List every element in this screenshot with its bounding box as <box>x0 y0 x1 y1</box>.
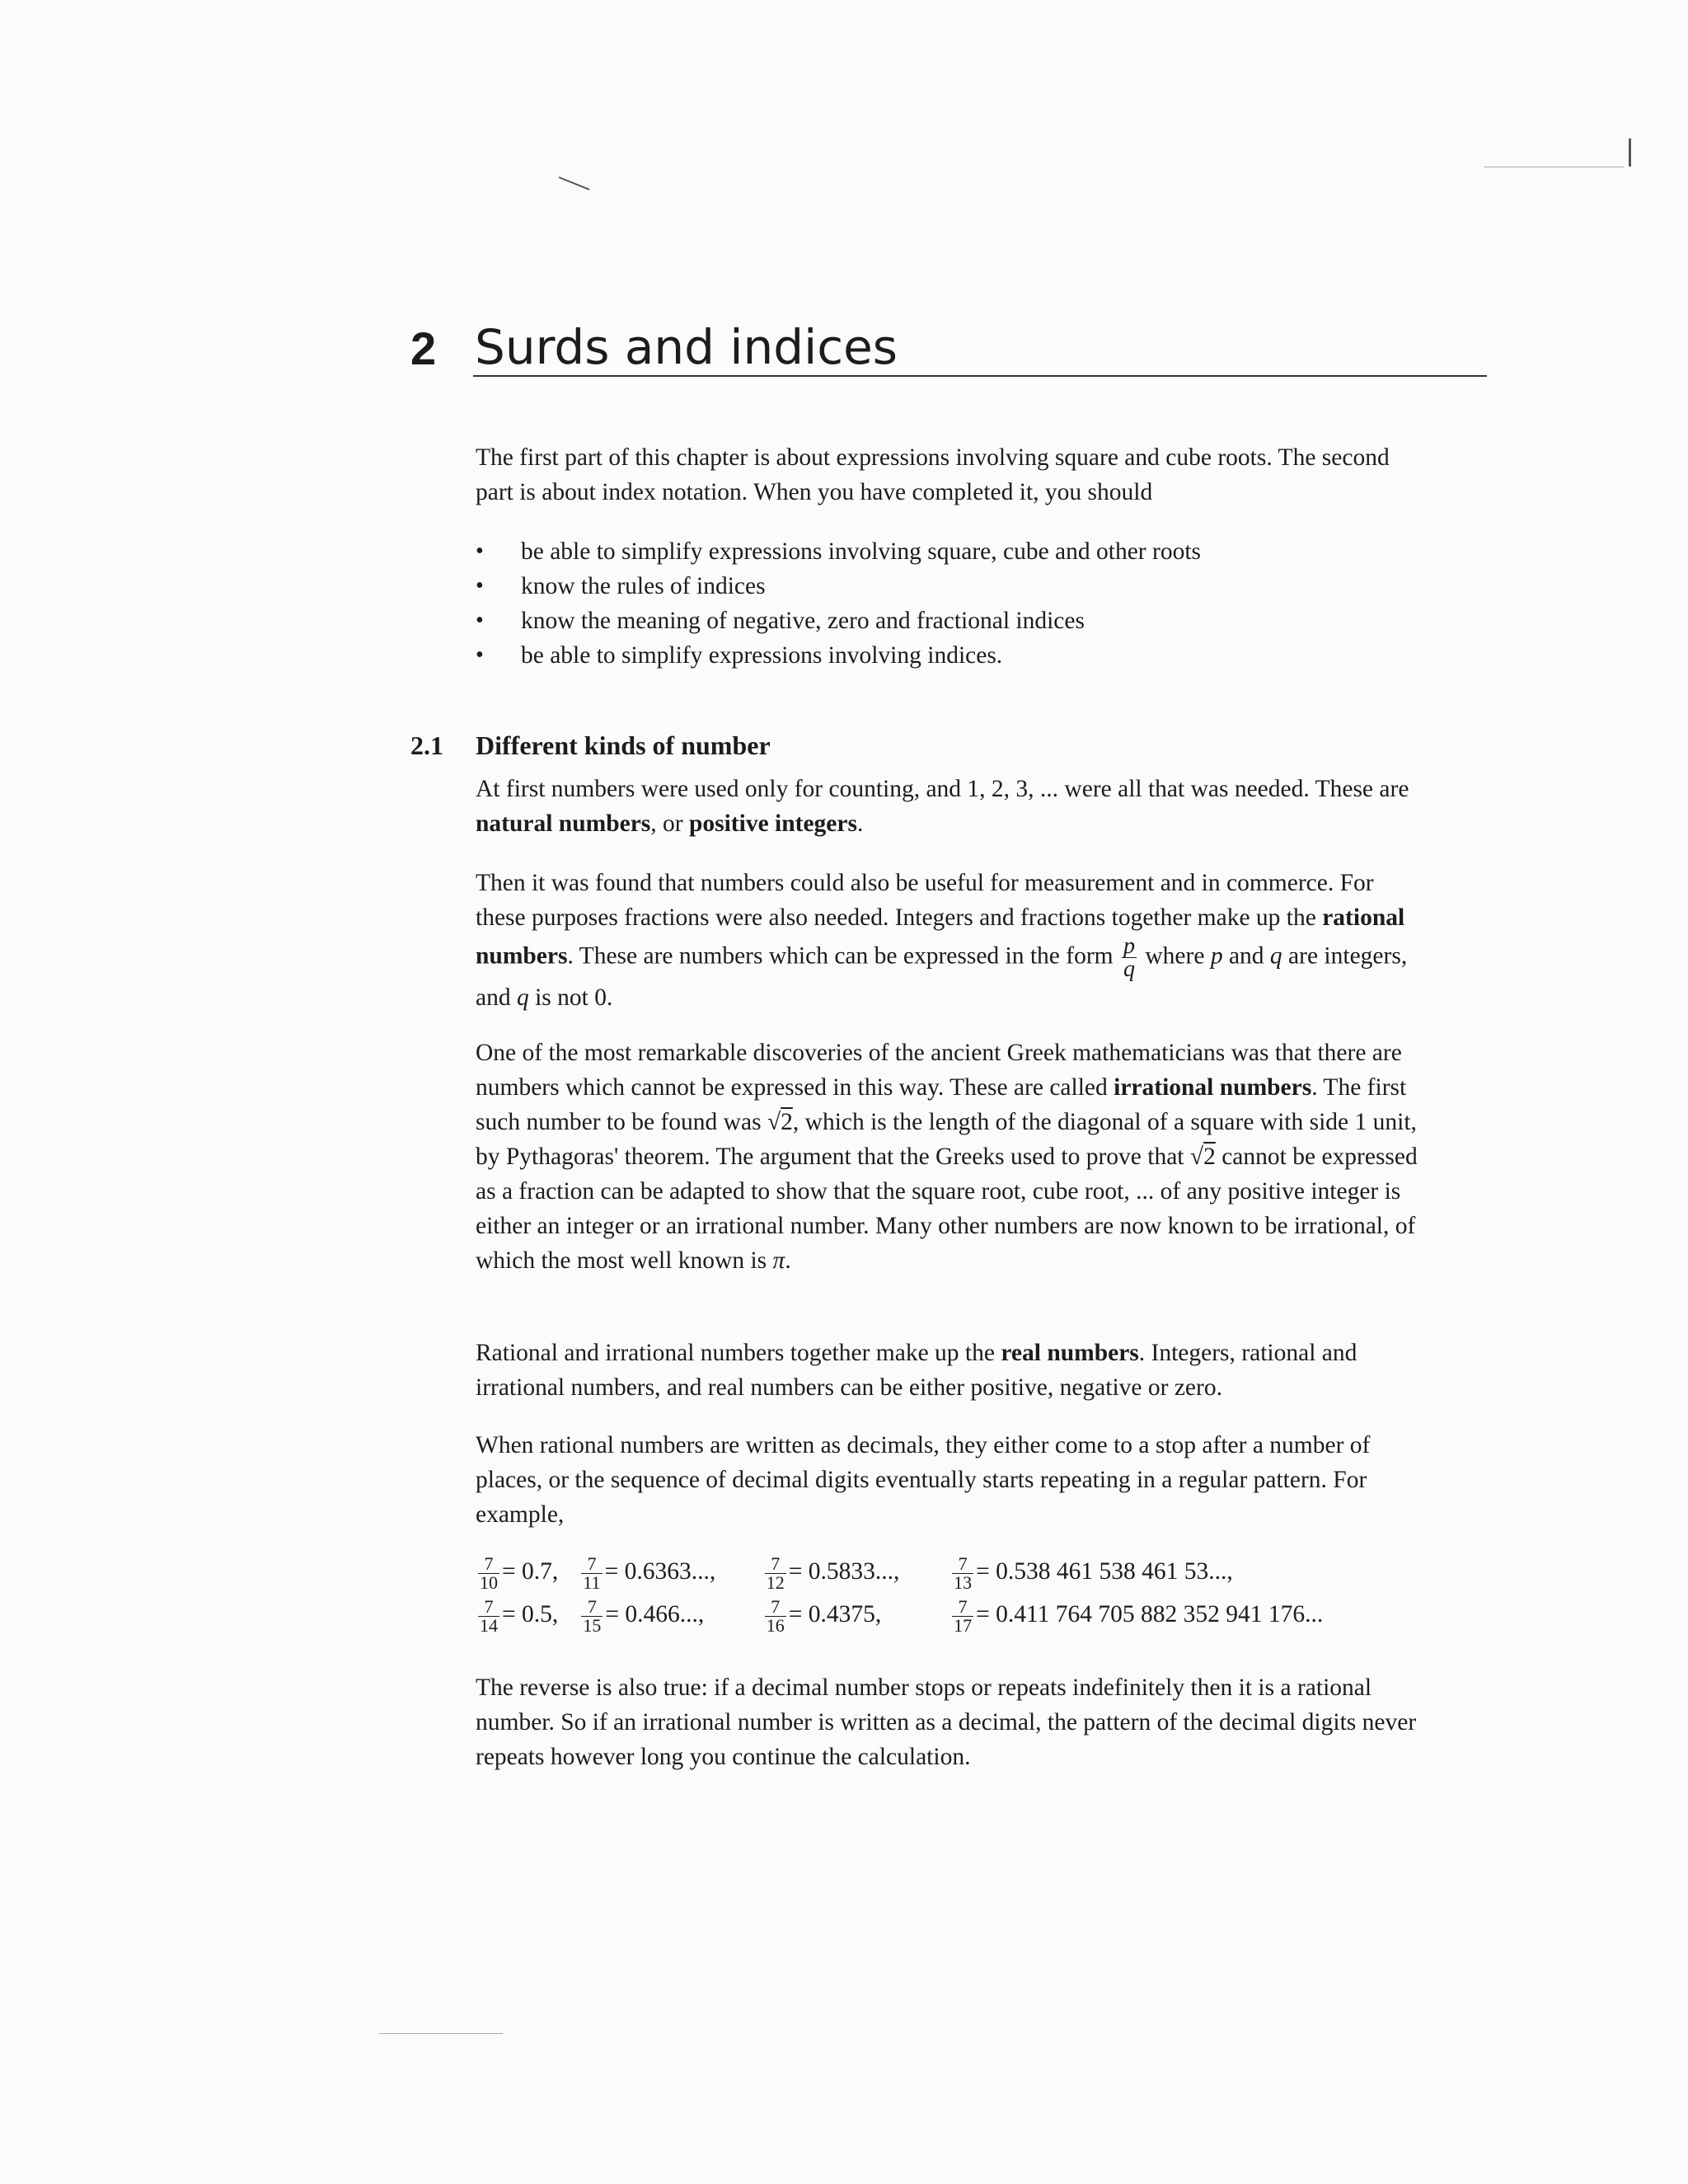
scan-mark <box>379 2033 503 2034</box>
decimal-value: = 0.7, <box>502 1558 559 1585</box>
fraction <box>478 1552 499 1593</box>
paragraph-reverse <box>476 1670 1423 1774</box>
term-real-numbers: real numbers <box>1001 1340 1139 1366</box>
text-run: . <box>856 810 864 837</box>
paragraph-decimals <box>476 1428 1423 1532</box>
fraction-numerator: 7 <box>958 1595 968 1617</box>
variable-p: p <box>1210 942 1223 970</box>
variable-q: q <box>516 984 529 1011</box>
term-natural-numbers: natural numbers <box>476 810 651 837</box>
fraction <box>765 1552 786 1593</box>
decimal-value: = 0.5, <box>502 1601 559 1627</box>
text-run: Then it was found that numbers could also be useful for measurement and in commerce. For these purposes fractions were also needed. Integers and fractions together make up the <box>476 870 1374 931</box>
paragraph-real-numbers <box>476 1336 1423 1405</box>
fraction-denominator: 11 <box>583 1571 601 1593</box>
sqrt-symbol: √ <box>1189 1144 1204 1170</box>
text-run: At first numbers were used only for counting, and 1, 2, 3, ... were all that was needed. These are <box>476 776 1409 802</box>
text-run: The reverse is also true: if a decimal number stops or repeats indefinitely then it is a rational number. So if an irrational number is written as a decimal, the pattern of the decimal digits never repeats however long you continue the calculation. <box>476 1674 1417 1770</box>
example-item <box>762 1550 944 1593</box>
sqrt-symbol: √ <box>767 1109 781 1135</box>
text-run: where <box>1139 942 1211 970</box>
paragraph-natural-numbers <box>476 772 1423 841</box>
chapter-number: 2 <box>410 322 437 374</box>
fraction-denominator: 15 <box>583 1614 602 1636</box>
text-run: cannot be expressed as a fraction can be adapted to show that the square root, cube root, ... of any positive integer is either an integer or an irrational number. Many other numbers are now known to be irrational, of which the most well known is <box>476 1144 1418 1274</box>
scan-mark <box>1629 139 1631 167</box>
decimal-examples <box>476 1550 1323 1636</box>
example-item <box>476 1593 573 1636</box>
term-irrational-numbers: irrational numbers <box>1114 1074 1312 1101</box>
decimal-value: = 0.538 461 538 461 53..., <box>976 1558 1233 1585</box>
text-run: and <box>1222 942 1270 970</box>
objective-item: • be able to simplify expressions involving square, cube and other roots <box>476 534 1201 569</box>
fraction <box>478 1595 499 1636</box>
text-run: . Integers, rational and irrational numbers, and real numbers can be either positive, negative or zero. <box>476 1340 1357 1401</box>
text-run: , or <box>650 810 689 837</box>
example-item <box>762 1593 944 1636</box>
fraction-denominator: 16 <box>766 1614 785 1636</box>
fraction-denominator: 10 <box>480 1571 498 1593</box>
fraction-numerator: 7 <box>484 1595 494 1617</box>
objective-item: • be able to simplify expressions involving indices. <box>476 638 1201 673</box>
fraction-numerator: 7 <box>587 1595 597 1617</box>
chapter-title: Surds and indices <box>475 319 898 375</box>
variable-q: q <box>1269 942 1282 970</box>
example-item <box>950 1550 1233 1593</box>
pi-symbol: π <box>772 1247 785 1274</box>
section-number: 2.1 <box>410 730 443 760</box>
example-item <box>950 1593 1323 1636</box>
fraction-denominator: 17 <box>954 1614 973 1636</box>
example-item <box>579 1593 756 1636</box>
text-run: When rational numbers are written as decimals, they either come to a stop after a number of places, or the sequence of decimal digits eventually starts repeating in a regular pattern. For example, <box>476 1432 1371 1528</box>
example-item <box>476 1550 573 1593</box>
fraction-numerator: 7 <box>771 1552 781 1574</box>
fraction <box>952 1552 973 1593</box>
text-run: . These are numbers which can be expressed in the form <box>567 942 1119 970</box>
paragraph-irrational-numbers <box>476 1036 1423 1278</box>
chapter-divider <box>473 375 1487 377</box>
example-item <box>579 1550 756 1593</box>
paragraph-rational-numbers <box>476 866 1423 1015</box>
decimal-value: = 0.466..., <box>605 1601 705 1627</box>
sqrt-2-expression <box>767 1109 793 1135</box>
fraction-numerator: 7 <box>587 1552 597 1574</box>
text-run: , which is the length of the diagonal of a square with side 1 unit, by Pythagoras' theorem. The argument that the Greeks used to prove that <box>476 1109 1417 1170</box>
fraction-numerator: p <box>1123 933 1135 959</box>
fraction-p-over-q <box>1122 935 1137 980</box>
text-run: Rational and irrational numbers together make up the <box>476 1340 1001 1366</box>
fraction <box>581 1552 602 1593</box>
fraction <box>581 1595 603 1636</box>
decimal-value: = 0.5833..., <box>788 1558 900 1585</box>
objectives-list <box>476 534 1201 673</box>
fraction-denominator: 13 <box>954 1571 973 1593</box>
example-row <box>476 1593 1323 1636</box>
text-run: One of the most remarkable discoveries of the ancient Greek mathematicians was that there are numbers which cannot be expressed in this way. These are called <box>476 1040 1402 1101</box>
scan-mark <box>559 176 590 190</box>
term-positive-integers: positive integers <box>688 810 857 837</box>
decimal-value: = 0.411 764 705 882 352 941 176... <box>976 1601 1324 1627</box>
radicand: 2 <box>781 1109 793 1135</box>
objective-item: • know the rules of indices <box>476 569 1201 604</box>
section-title: Different kinds of number <box>476 730 771 760</box>
example-row <box>476 1550 1323 1593</box>
objective-item: • know the meaning of negative, zero and fractional indices <box>476 604 1201 638</box>
fraction-numerator: 7 <box>958 1552 968 1574</box>
fraction <box>952 1595 973 1636</box>
decimal-value: = 0.4375, <box>788 1601 882 1627</box>
fraction-denominator: 12 <box>766 1571 785 1593</box>
text-run: are integers, and <box>476 942 1408 1011</box>
fraction <box>765 1595 786 1636</box>
sqrt-2-expression <box>1190 1144 1216 1170</box>
text-run: is not 0. <box>528 984 613 1011</box>
intro-paragraph <box>476 440 1423 510</box>
text-run: . The first such number to be found was <box>476 1074 1407 1135</box>
fraction-numerator: 7 <box>771 1595 781 1617</box>
radicand: 2 <box>1203 1144 1216 1170</box>
intro-text: The first part of this chapter is about expressions involving square and cube roots. The second part is about index notation. When you have completed it, you should <box>476 444 1390 505</box>
fraction-denominator: 14 <box>480 1614 498 1636</box>
decimal-value: = 0.6363..., <box>604 1558 716 1585</box>
fraction-numerator: 7 <box>484 1552 494 1574</box>
fraction-denominator: q <box>1123 956 1135 982</box>
text-run: . <box>785 1247 791 1274</box>
term-rational-numbers: rational numbers <box>476 904 1405 970</box>
